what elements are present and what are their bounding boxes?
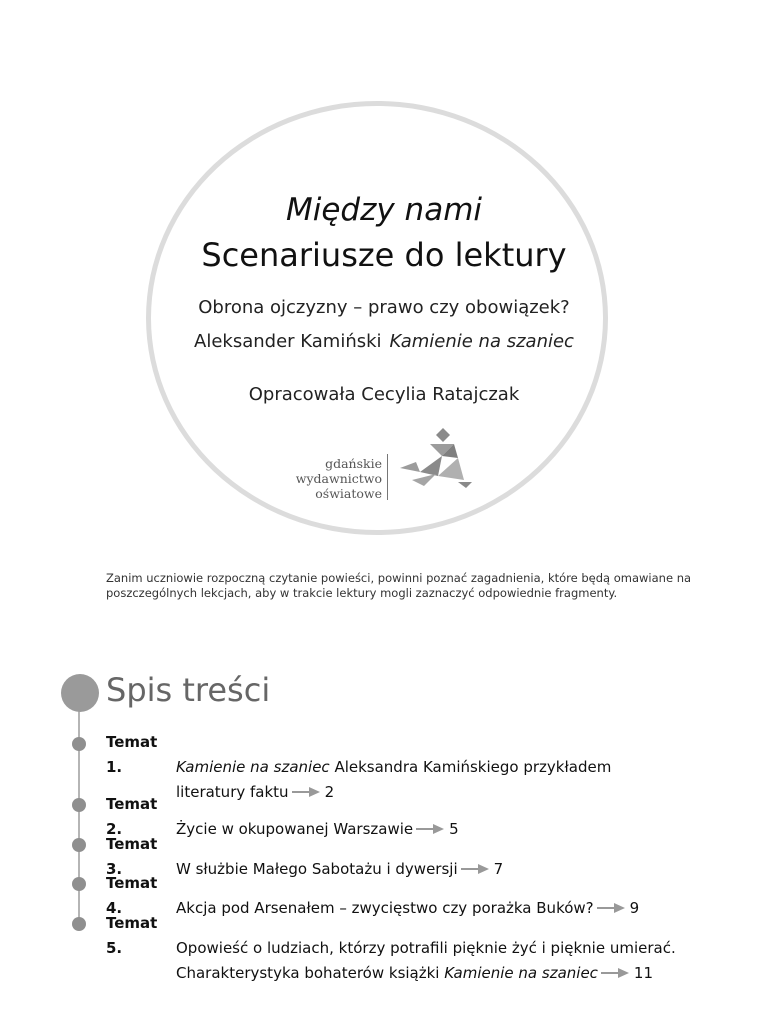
publisher-line-3: oświatowe <box>315 486 382 501</box>
toc-item-number: Temat 4. <box>106 874 158 917</box>
work-title: Kamienie na szaniec <box>389 331 574 352</box>
toc-bullet <box>72 737 86 751</box>
toc-bullet <box>72 798 86 812</box>
toc-item-page: 7 <box>493 860 504 878</box>
toc-item-text: Opowieść o ludziach, którzy potrafili pięknie żyć i pięknie umierać. <box>176 939 676 957</box>
toc-item-5[interactable] <box>106 911 726 986</box>
toc-item-page: 11 <box>633 964 654 982</box>
toc-item-page: 5 <box>449 820 459 838</box>
intro-paragraph: Zanim uczniowie rozpoczną czytanie powieści, powinni poznać zagadnienia, które będą omawiane na poszczególnych lekcjach, aby w trakcie lektury mogli zaznaczyć odpowiednie fragmenty. <box>106 571 692 600</box>
book-subtitle: Scenariusze do lektury <box>201 236 567 274</box>
topic-line: Obrona ojczyzny – prawo czy obowiązek? <box>198 297 570 318</box>
toc-bullet <box>72 838 86 852</box>
toc-item-number: Temat 3. <box>106 835 158 878</box>
toc-item-number: Temat 1. <box>106 733 158 776</box>
toc-item-italic: Kamienie na szaniec <box>176 758 330 776</box>
toc-item-italic: Kamienie na szaniec <box>444 964 598 982</box>
author-name: Aleksander Kamiński <box>194 331 382 352</box>
toc-item-number: Temat 2. <box>106 795 158 838</box>
toc-heading-bullet <box>61 674 99 712</box>
publisher-name <box>270 456 382 501</box>
toc-item-page: 2 <box>324 783 335 801</box>
publisher-divider <box>387 454 388 500</box>
toc-item-text: Aleksandra Kamińskiego przykładem <box>329 758 612 776</box>
editor-line: Opracowała Cecylia Ratajczak <box>248 384 520 405</box>
toc-item-continuation: literatury faktu <box>176 783 289 801</box>
publisher-logo-icon <box>398 428 474 492</box>
book-title: Między nami <box>285 192 483 228</box>
toc-bullet <box>72 877 86 891</box>
publisher-line-1: gdańskie <box>325 456 382 471</box>
toc-item-number: Temat 5. <box>106 914 158 957</box>
toc-item-text: Akcja pod Arsenałem – zwycięstwo czy porażka Buków? <box>176 899 594 917</box>
publisher-line-2: wydawnictwo <box>295 471 382 486</box>
toc-heading: Spis treści <box>106 671 271 709</box>
toc-item-text: W służbie Małego Sabotażu i dywersji <box>176 860 458 878</box>
author-line <box>0 331 768 352</box>
toc-bullet <box>72 917 86 931</box>
toc-item-text: Życie w okupowanej Warszawie <box>176 820 414 838</box>
arrow-right-icon <box>601 968 629 978</box>
toc-item-page: 9 <box>629 899 640 917</box>
toc-item-continuation: Charakterystyka bohaterów książki <box>176 964 445 982</box>
